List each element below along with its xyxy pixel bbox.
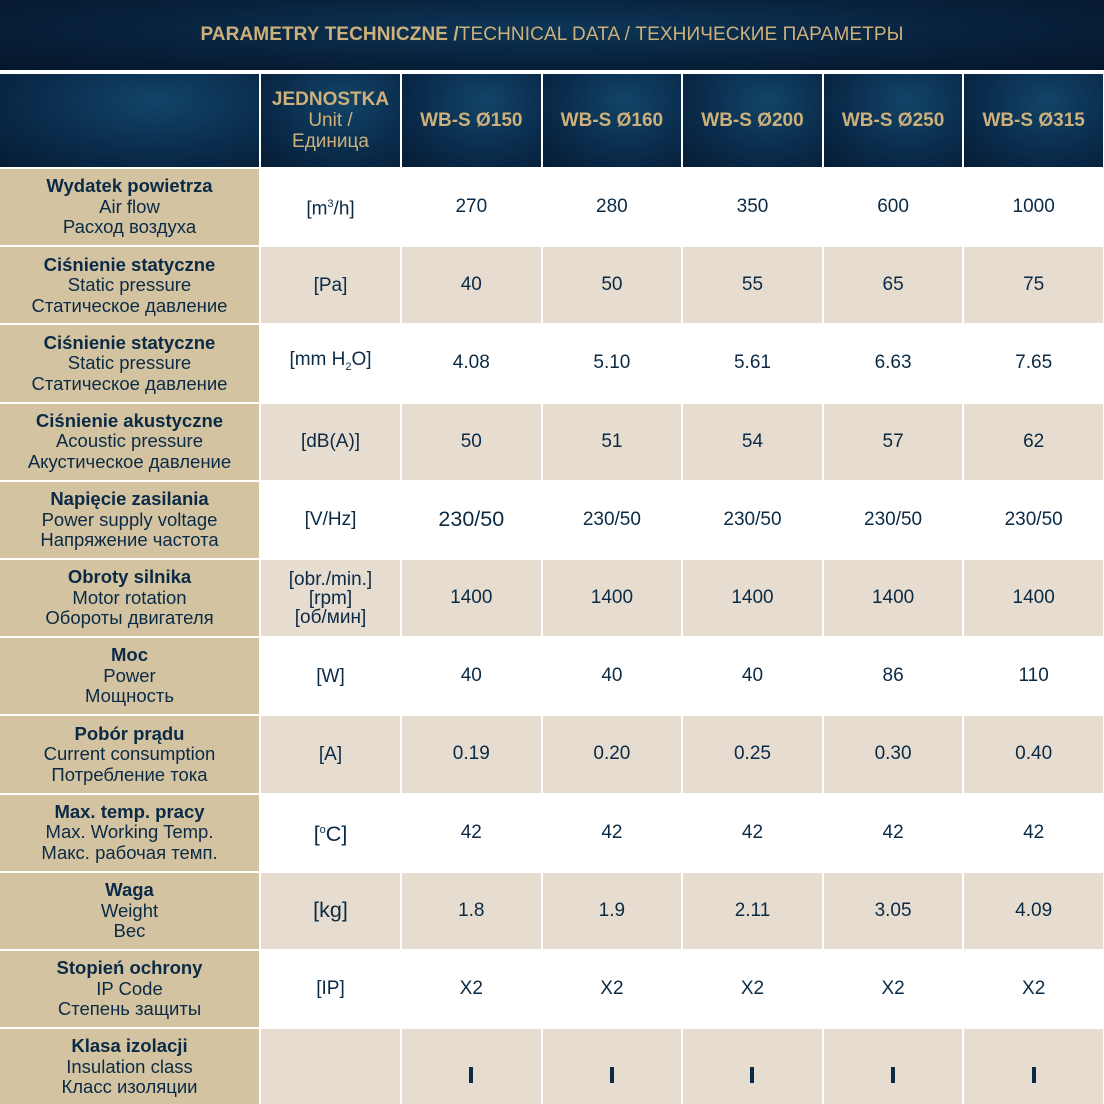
insulation-class-value — [469, 1067, 473, 1083]
value-cell: 280 — [542, 168, 683, 246]
unit-cell — [260, 168, 401, 246]
unit-header-ru: Единица — [292, 131, 369, 152]
unit-superscript: 3 — [327, 198, 334, 211]
unit-cell: [Pa] — [260, 246, 401, 324]
param-label-cell — [0, 324, 260, 402]
unit-cell — [260, 324, 401, 402]
unit-cell: [kg] — [260, 872, 401, 950]
table-row-current-consumption — [0, 715, 1104, 793]
param-label-en: Power supply voltage — [41, 508, 218, 530]
param-label-cell — [0, 715, 260, 793]
value-cell: 50 — [401, 403, 542, 481]
param-label-en: Max. Working Temp. — [45, 821, 214, 843]
param-label-pl: Ciśnienie akustyczne — [35, 409, 224, 431]
param-label-en: Acoustic pressure — [55, 430, 204, 452]
param-label-ru: Напряжение частота — [40, 529, 219, 551]
param-label-ru: Акустическое давление — [27, 450, 232, 472]
param-label-cell — [0, 403, 260, 481]
value-cell: 270 — [401, 168, 542, 246]
unit-cell — [260, 794, 401, 872]
param-label-pl: Max. temp. pracy — [54, 800, 205, 822]
param-label-cell — [0, 559, 260, 637]
unit-text: [m — [306, 198, 328, 220]
unit-cell: [W] — [260, 637, 401, 715]
value-cell: 4.08 — [401, 324, 542, 402]
value-cell: 42 — [823, 794, 964, 872]
param-label-cell — [0, 637, 260, 715]
unit-superscript: o — [319, 824, 326, 837]
value-cell: 42 — [542, 794, 683, 872]
unit-line: [rpm] — [308, 587, 353, 609]
param-label-pl: Stopień ochrony — [56, 957, 203, 979]
param-label-pl: Ciśnienie statyczne — [43, 331, 216, 353]
value-cell: 5.61 — [682, 324, 823, 402]
value-cell — [963, 1028, 1104, 1104]
value-cell: 3.05 — [823, 872, 964, 950]
unit-subscript: 2 — [345, 360, 352, 373]
param-label-ru: Макс. рабочая темп. — [41, 841, 218, 863]
unit-text-tail: O] — [351, 349, 372, 371]
value-cell: 50 — [542, 246, 683, 324]
value-cell: 230/50 — [823, 481, 964, 559]
param-label-cell — [0, 872, 260, 950]
param-label-cell — [0, 168, 260, 246]
value-cell: 57 — [823, 403, 964, 481]
unit-text: [ — [313, 822, 320, 847]
value-cell: 230/50 — [401, 481, 542, 559]
param-label-ru: Статическое давление — [31, 372, 228, 394]
unit-cell: [dB(A)] — [260, 403, 401, 481]
unit-cell: [IP] — [260, 950, 401, 1028]
param-label-ru: Расход воздуха — [62, 216, 197, 238]
param-label-cell — [0, 246, 260, 324]
param-label-ru: Вес — [113, 920, 146, 942]
value-cell: 65 — [823, 246, 964, 324]
value-cell: 1400 — [682, 559, 823, 637]
param-label-en: Current consumption — [43, 743, 216, 765]
model-header-200: WB-S Ø200 — [682, 73, 823, 168]
value-cell: 40 — [401, 246, 542, 324]
value-cell: 1000 — [963, 168, 1104, 246]
technical-data-table — [0, 72, 1104, 1104]
table-row-air-flow — [0, 168, 1104, 246]
param-label-en: Weight — [100, 899, 159, 921]
value-cell: 0.30 — [823, 715, 964, 793]
value-cell: 42 — [963, 794, 1104, 872]
param-label-pl: Waga — [105, 879, 154, 901]
table-row-acoustic-pressure — [0, 403, 1104, 481]
value-cell: 62 — [963, 403, 1104, 481]
value-cell: 5.10 — [542, 324, 683, 402]
value-cell — [401, 1028, 542, 1104]
value-cell: 51 — [542, 403, 683, 481]
value-cell: 54 — [682, 403, 823, 481]
value-cell: 230/50 — [963, 481, 1104, 559]
value-cell: 0.19 — [401, 715, 542, 793]
value-cell: X2 — [542, 950, 683, 1028]
value-cell: 40 — [542, 637, 683, 715]
value-cell: 42 — [682, 794, 823, 872]
value-cell — [542, 1028, 683, 1104]
table-row-static-pressure-mmh2o — [0, 324, 1104, 402]
title-bar — [0, 0, 1104, 72]
param-label-pl: Moc — [111, 644, 148, 666]
value-cell: 1400 — [401, 559, 542, 637]
title-translations: TECHNICAL DATA / ТЕХНИЧЕСКИЕ ПАРАМЕТРЫ — [458, 24, 904, 45]
table-row-motor-rotation — [0, 559, 1104, 637]
model-header-160: WB-S Ø160 — [542, 73, 683, 168]
value-cell: 0.20 — [542, 715, 683, 793]
insulation-class-value — [1032, 1067, 1036, 1083]
value-cell: 40 — [401, 637, 542, 715]
value-cell — [823, 1028, 964, 1104]
param-label-en: Motor rotation — [72, 586, 187, 608]
param-label-pl: Ciśnienie statyczne — [43, 253, 216, 275]
param-label-ru: Мощность — [85, 685, 174, 707]
value-cell: 350 — [682, 168, 823, 246]
unit-text: [mm H — [289, 349, 346, 371]
value-cell — [682, 1028, 823, 1104]
value-cell: 40 — [682, 637, 823, 715]
header-row — [0, 73, 1104, 168]
value-cell: 42 — [401, 794, 542, 872]
model-header-315: WB-S Ø315 — [963, 73, 1104, 168]
table-row-weight — [0, 872, 1104, 950]
param-label-cell — [0, 1028, 260, 1104]
param-label-ru: Степень защиты — [57, 998, 202, 1020]
value-cell: 230/50 — [682, 481, 823, 559]
unit-column-header — [260, 73, 401, 168]
value-cell: 4.09 — [963, 872, 1104, 950]
unit-header-pl: JEDNOSTKA — [271, 89, 390, 110]
value-cell: 110 — [963, 637, 1104, 715]
value-cell: 1.8 — [401, 872, 542, 950]
value-cell: X2 — [963, 950, 1104, 1028]
unit-cell — [260, 1028, 401, 1104]
unit-line: [об/мин] — [294, 606, 367, 628]
param-label-cell — [0, 794, 260, 872]
param-label-pl: Pobór prądu — [74, 722, 185, 744]
param-label-en: IP Code — [96, 977, 163, 999]
table-row-max-temp — [0, 794, 1104, 872]
model-header-150: WB-S Ø150 — [401, 73, 542, 168]
value-cell: 75 — [963, 246, 1104, 324]
value-cell: 6.63 — [823, 324, 964, 402]
param-label-pl: Napięcie zasilania — [50, 488, 209, 510]
table-row-ip-code — [0, 950, 1104, 1028]
unit-cell: [A] — [260, 715, 401, 793]
unit-text-tail: C] — [325, 822, 348, 847]
insulation-class-value — [610, 1067, 614, 1083]
param-label-en: Static pressure — [67, 274, 192, 296]
param-label-en: Air flow — [99, 195, 160, 217]
table-row-insulation-class — [0, 1028, 1104, 1104]
param-label-ru: Обороты двигателя — [45, 607, 214, 629]
model-header-250: WB-S Ø250 — [823, 73, 964, 168]
param-label-pl: Obroty silnika — [67, 566, 192, 588]
param-label-en: Static pressure — [67, 352, 192, 374]
unit-line: [obr./min.] — [288, 568, 373, 590]
value-cell: 86 — [823, 637, 964, 715]
value-cell: 1400 — [963, 559, 1104, 637]
param-label-cell — [0, 481, 260, 559]
insulation-class-value — [891, 1067, 895, 1083]
value-cell: 2.11 — [682, 872, 823, 950]
value-cell: X2 — [823, 950, 964, 1028]
value-cell: 0.40 — [963, 715, 1104, 793]
value-cell: 1400 — [542, 559, 683, 637]
param-label-ru: Потребление тока — [51, 763, 208, 785]
param-label-pl: Wydatek powietrza — [46, 175, 213, 197]
table-row-power-supply — [0, 481, 1104, 559]
value-cell: 600 — [823, 168, 964, 246]
unit-cell: [V/Hz] — [260, 481, 401, 559]
value-cell: 0.25 — [682, 715, 823, 793]
param-label-ru: Класс изоляции — [61, 1076, 198, 1098]
param-label-cell — [0, 950, 260, 1028]
value-cell: 7.65 — [963, 324, 1104, 402]
title-polish: PARAMETRY TECHNICZNE / — [200, 24, 459, 45]
value-cell: 1400 — [823, 559, 964, 637]
table-row-power — [0, 637, 1104, 715]
param-label-ru: Статическое давление — [31, 294, 228, 316]
value-cell: 230/50 — [542, 481, 683, 559]
unit-header-en: Unit / — [308, 110, 353, 131]
table-row-static-pressure-pa — [0, 246, 1104, 324]
unit-text-tail: /h] — [333, 198, 355, 220]
value-cell: 1.9 — [542, 872, 683, 950]
value-cell: X2 — [682, 950, 823, 1028]
insulation-class-value — [750, 1067, 754, 1083]
header-corner-cell — [0, 73, 260, 168]
param-label-en: Insulation class — [66, 1055, 193, 1077]
param-label-pl: Klasa izolacji — [71, 1035, 188, 1057]
value-cell: 55 — [682, 246, 823, 324]
unit-cell — [260, 559, 401, 637]
value-cell: X2 — [401, 950, 542, 1028]
param-label-en: Power — [103, 664, 156, 686]
